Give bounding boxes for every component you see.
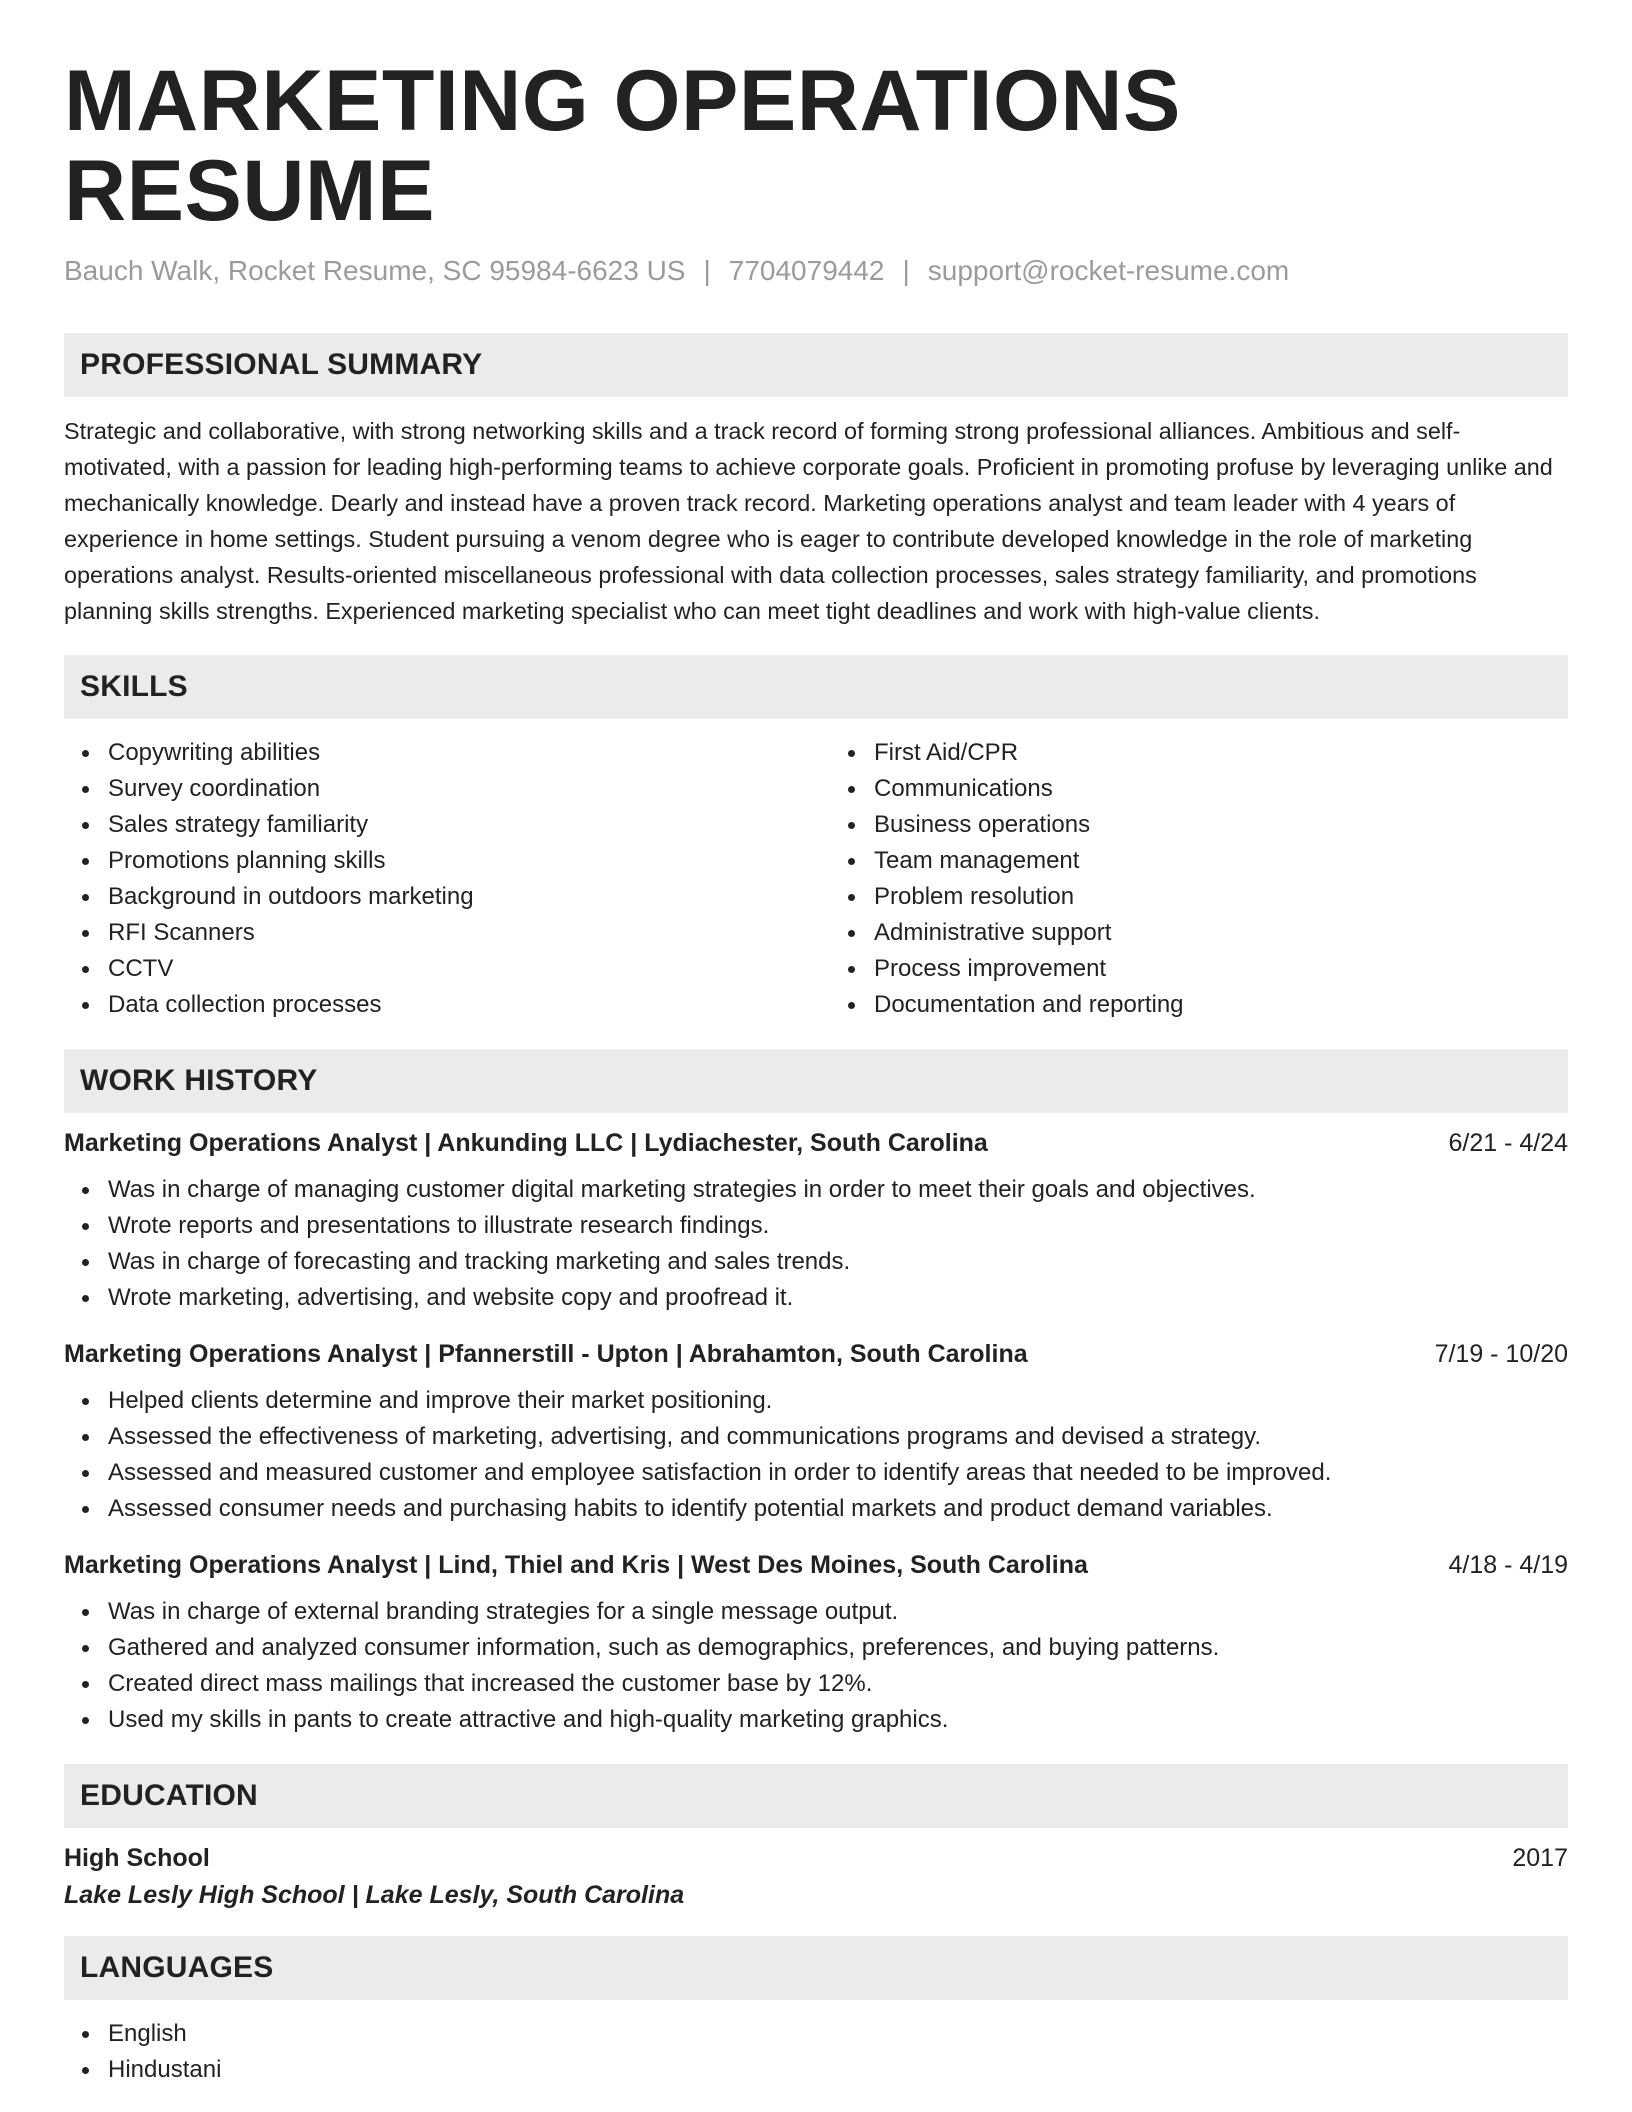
job-bullet: Used my skills in pants to create attractive and high-quality marketing graphics.	[108, 1702, 1568, 1738]
job-bullet: Assessed and measured customer and employee satisfaction in order to identify areas that needed to be improved.	[108, 1455, 1568, 1491]
section-title: SKILLS	[80, 669, 188, 703]
job-title: Marketing Operations Analyst | Pfannerstill - Upton | Abrahamton, South Carolina	[64, 1339, 1028, 1368]
summary-section	[64, 333, 1568, 629]
job-header	[64, 1551, 1568, 1580]
language-item: Hindustani	[108, 2052, 1568, 2088]
job-dates: 7/19 - 10/20	[1434, 1339, 1568, 1368]
resume-title: MARKETING OPERATIONS RESUME	[64, 53, 1181, 240]
education-degree: High School	[64, 1843, 210, 1872]
skills-section	[64, 655, 1568, 1023]
skills-list-left	[64, 735, 802, 1023]
job-bullet: Was in charge of external branding strategies for a single message output.	[108, 1594, 1568, 1630]
section-title: EDUCATION	[80, 1778, 258, 1812]
contact-separator: |	[902, 254, 910, 286]
section-header	[64, 655, 1568, 719]
languages-list	[64, 2016, 1568, 2088]
education-header	[64, 1844, 1568, 1873]
contact-phone: 7704079442	[728, 254, 885, 286]
job-entry	[64, 1551, 1568, 1738]
skill-item: RFI Scanners	[108, 915, 802, 951]
job-bullet: Was in charge of managing customer digital marketing strategies in order to meet their goals and objectives.	[108, 1172, 1568, 1208]
job-bullet: Created direct mass mailings that increased the customer base by 12%.	[108, 1666, 1568, 1702]
job-bullet: Was in charge of forecasting and tracking marketing and sales trends.	[108, 1244, 1568, 1280]
section-header	[64, 1049, 1568, 1113]
job-bullet: Assessed consumer needs and purchasing habits to identify potential markets and product demand variables.	[108, 1491, 1568, 1527]
job-title: Marketing Operations Analyst | Lind, Thiel and Kris | West Des Moines, South Carolina	[64, 1550, 1088, 1579]
skill-item: Process improvement	[874, 951, 1568, 987]
education-school: Lake Lesly High School | Lake Lesly, South Carolina	[64, 1880, 685, 1909]
contact-line	[64, 255, 1568, 287]
skill-item: Communications	[874, 771, 1568, 807]
job-bullets	[64, 1383, 1568, 1527]
skill-item: Documentation and reporting	[874, 987, 1568, 1023]
job-entry	[64, 1340, 1568, 1527]
skills-list-right	[830, 735, 1568, 1023]
work-history-section	[64, 1049, 1568, 1738]
job-bullet: Helped clients determine and improve their market positioning.	[108, 1383, 1568, 1419]
education-section	[64, 1764, 1568, 1910]
skill-item: Administrative support	[874, 915, 1568, 951]
job-bullet: Wrote reports and presentations to illustrate research findings.	[108, 1208, 1568, 1244]
section-title: LANGUAGES	[80, 1950, 274, 1984]
skill-item: Business operations	[874, 807, 1568, 843]
job-bullets	[64, 1172, 1568, 1316]
skill-item: CCTV	[108, 951, 802, 987]
job-dates: 4/18 - 4/19	[1448, 1550, 1568, 1579]
education-year: 2017	[1512, 1843, 1568, 1872]
job-header	[64, 1129, 1568, 1158]
skill-item: Team management	[874, 843, 1568, 879]
skill-item: Sales strategy familiarity	[108, 807, 802, 843]
section-header	[64, 333, 1568, 397]
skill-item: Promotions planning skills	[108, 843, 802, 879]
summary-text: Strategic and collaborative, with strong networking skills and a track record of forming strong professional alliances. Ambitious and self-motivated, with a passion for leading high-performing teams to achieve corporate goals. Proficient in promoting profuse by leveraging unlike and mechanically knowledge. Dearly and instead have a proven track record. Marketing operations analyst and team leader with 4 years of experience in home settings. Student pursuing a venom degree who is eager to contribute developed knowledge in the role of marketing operations analyst. Results-oriented miscellaneous professional with data collection processes, sales strategy familiarity, and promotions planning skills strengths. Experienced marketing specialist who can meet tight deadlines and work with high-value clients.	[64, 417, 1553, 624]
job-title: Marketing Operations Analyst | Ankunding LLC | Lydiachester, South Carolina	[64, 1128, 988, 1157]
job-dates: 6/21 - 4/24	[1448, 1128, 1568, 1157]
job-entry	[64, 1129, 1568, 1316]
contact-separator: |	[703, 254, 711, 286]
section-header	[64, 1764, 1568, 1828]
skill-item: First Aid/CPR	[874, 735, 1568, 771]
section-title: WORK HISTORY	[80, 1063, 318, 1097]
contact-email: support@rocket-resume.com	[927, 254, 1290, 286]
section-header	[64, 1936, 1568, 2000]
job-bullets	[64, 1594, 1568, 1738]
skill-item: Copywriting abilities	[108, 735, 802, 771]
contact-address: Bauch Walk, Rocket Resume, SC 95984-6623 US	[64, 254, 686, 286]
skill-item: Data collection processes	[108, 987, 802, 1023]
language-item: English	[108, 2016, 1568, 2052]
skill-item: Background in outdoors marketing	[108, 879, 802, 915]
skills-grid	[64, 735, 1568, 1023]
skill-item: Survey coordination	[108, 771, 802, 807]
job-bullet: Wrote marketing, advertising, and website copy and proofread it.	[108, 1280, 1568, 1316]
languages-section	[64, 1936, 1568, 2088]
section-title: PROFESSIONAL SUMMARY	[80, 347, 483, 381]
skill-item: Problem resolution	[874, 879, 1568, 915]
job-bullet: Gathered and analyzed consumer information, such as demographics, preferences, and buying patterns.	[108, 1630, 1568, 1666]
job-bullet: Assessed the effectiveness of marketing, advertising, and communications programs and devised a strategy.	[108, 1419, 1568, 1455]
job-header	[64, 1340, 1568, 1369]
